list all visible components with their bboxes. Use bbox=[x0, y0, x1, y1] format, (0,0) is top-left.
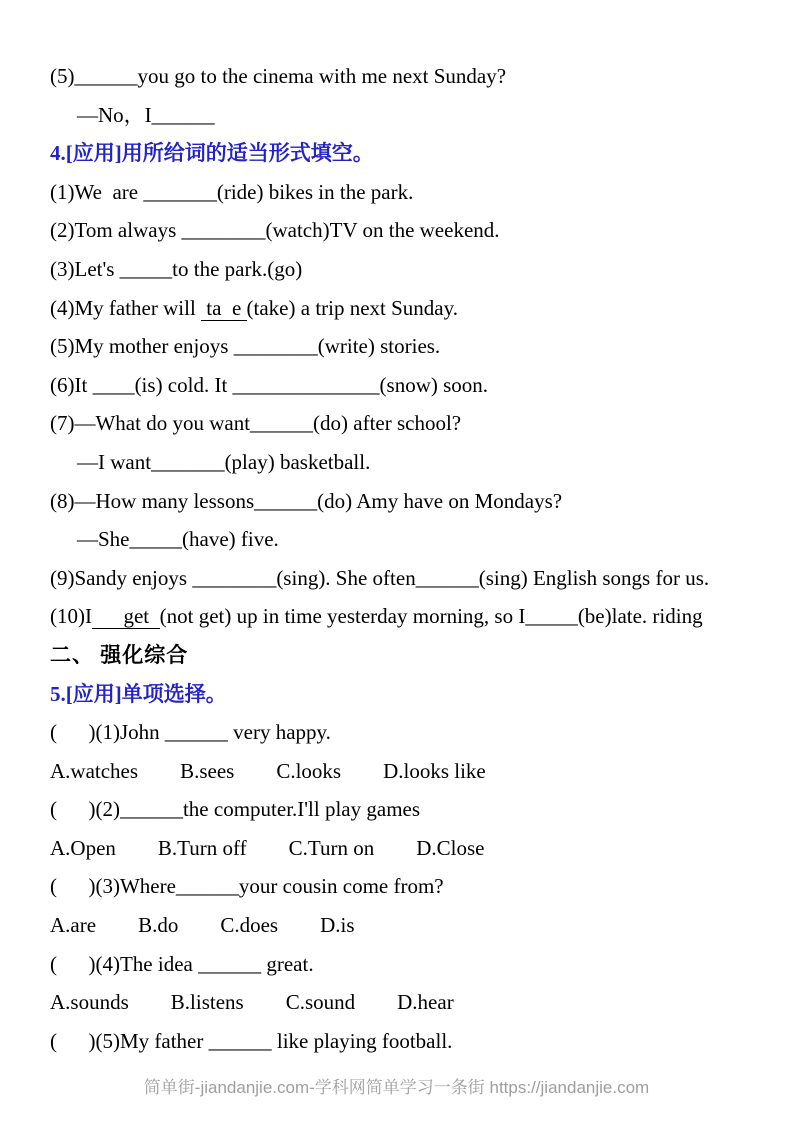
text-segment: —I want_______(play) basketball. bbox=[77, 449, 371, 474]
section-heading bbox=[50, 675, 755, 714]
text-segment: (3)Let's _____to the park.(go) bbox=[50, 256, 303, 281]
text-segment: (6)It ____(is) cold. It ______________(snow) soon. bbox=[50, 372, 489, 397]
option-choice: C.sound bbox=[285, 990, 356, 1015]
question-line bbox=[50, 443, 755, 482]
option-choice: B.do bbox=[138, 913, 179, 938]
question-line bbox=[50, 327, 755, 366]
options-row bbox=[50, 829, 755, 868]
text-segment: (7)—What do you want______(do) after school? bbox=[50, 411, 462, 436]
question-line bbox=[50, 559, 755, 598]
question-line bbox=[50, 57, 755, 96]
text-segment: 5.[应用]单项选择。 bbox=[50, 681, 227, 706]
question-line bbox=[50, 597, 755, 636]
text-segment: (1)We are _______(ride) bikes in the park. bbox=[50, 179, 414, 204]
section-heading bbox=[50, 636, 755, 675]
option-choice: B.sees bbox=[180, 758, 235, 783]
question-line bbox=[50, 945, 755, 984]
text-segment: 二、 强化综合 bbox=[50, 642, 189, 667]
option-choice: D.Close bbox=[416, 835, 485, 860]
option-choice: C.looks bbox=[276, 758, 342, 783]
section-heading bbox=[50, 134, 755, 173]
option-choice: B.Turn off bbox=[157, 835, 247, 860]
question-line bbox=[50, 289, 755, 328]
question-line bbox=[50, 211, 755, 250]
text-segment: ( )(1)John ______ very happy. bbox=[50, 720, 331, 745]
text-segment: 4.[应用]用所给词的适当形式填空。 bbox=[50, 141, 374, 166]
options-row bbox=[50, 906, 755, 945]
question-line bbox=[50, 520, 755, 559]
question-line bbox=[50, 173, 755, 212]
text-segment: —She_____(have) five. bbox=[77, 527, 279, 552]
question-line bbox=[50, 713, 755, 752]
option-choice: C.does bbox=[220, 913, 279, 938]
text-segment: ( )(4)The idea ______ great. bbox=[50, 951, 314, 976]
option-choice: A.sounds bbox=[50, 990, 129, 1015]
text-segment: (9)Sandy enjoys ________(sing). She often______(sing) English songs for us. bbox=[50, 565, 710, 590]
option-choice: B.listens bbox=[170, 990, 244, 1015]
text-segment: (4)My father will bbox=[50, 295, 202, 320]
text-segment: (2)Tom always ________(watch)TV on the weekend. bbox=[50, 218, 500, 243]
option-choice: D.hear bbox=[397, 990, 454, 1015]
option-choice: A.Open bbox=[50, 835, 116, 860]
text-segment: ( )(5)My father ______ like playing football. bbox=[50, 1028, 453, 1053]
option-choice: A.watches bbox=[50, 758, 139, 783]
option-choice: C.Turn on bbox=[288, 835, 375, 860]
option-choice: A.are bbox=[50, 913, 97, 938]
question-line bbox=[50, 96, 755, 135]
text-segment: (5)______you go to the cinema with me next Sunday? bbox=[50, 64, 507, 88]
options-row bbox=[50, 752, 755, 791]
question-line bbox=[50, 867, 755, 906]
filled-blank: ta e bbox=[201, 295, 247, 320]
question-line bbox=[50, 1022, 755, 1061]
footer-watermark: 简单街-jiandanjie.com-学科网简单学习一条街 https://jiandanjie.com bbox=[143, 1078, 650, 1097]
question-line bbox=[50, 482, 755, 521]
option-choice: D.is bbox=[320, 913, 355, 938]
text-segment: (8)—How many lessons______(do) Amy have on Mondays? bbox=[50, 488, 563, 513]
text-segment: (take) a trip next Sunday. bbox=[246, 295, 459, 320]
question-line bbox=[50, 250, 755, 289]
text-segment: (not get) up in time yesterday morning, so I_____(be)late. riding bbox=[159, 604, 703, 629]
text-segment: ( )(3)Where______your cousin come from? bbox=[50, 874, 444, 899]
text-segment: —No，I______ bbox=[77, 102, 215, 127]
text-segment: (10)I bbox=[50, 604, 92, 629]
question-line bbox=[50, 404, 755, 443]
text-segment: (5)My mother enjoys ________(write) stories. bbox=[50, 334, 441, 359]
option-choice: D.looks like bbox=[383, 758, 486, 783]
filled-blank: get bbox=[91, 604, 160, 629]
options-row bbox=[50, 983, 755, 1022]
question-line bbox=[50, 366, 755, 405]
text-segment: ( )(2)______the computer.I'll play games bbox=[50, 797, 421, 822]
question-line bbox=[50, 790, 755, 829]
